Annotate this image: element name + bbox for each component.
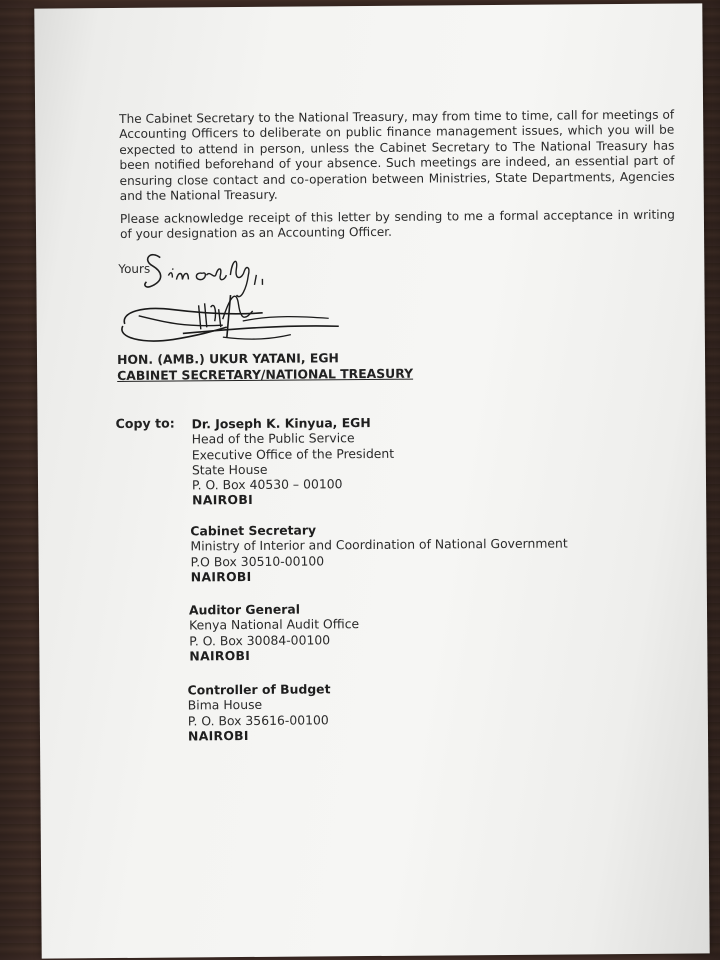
recipient-city: NAIROBI — [192, 492, 254, 508]
recipient-name: Cabinet Secretary — [190, 522, 317, 539]
recipient-city: NAIROBI — [189, 647, 251, 664]
signer-title: CABINET SECRETARY/NATIONAL TREASURY — [117, 365, 414, 383]
recipient-address-line: Ministry of Interior and Coordination of National Government — [190, 535, 568, 554]
copy-recipient — [190, 520, 568, 584]
recipient-address-line: Bima House — [187, 697, 263, 713]
copy-to-label: Copy to: — [115, 415, 175, 432]
letter-paragraph-acknowledge: Please acknowledge receipt of this letter by sending to me a formal acceptance in writing of your designation as an Accounting Officer. — [119, 207, 675, 242]
recipient-address-line: Head of the Public Service — [191, 430, 355, 447]
recipient-name: Dr. Joseph K. Kinyua, EGH — [191, 415, 371, 432]
closing-yours: Yours — [118, 261, 151, 276]
handwritten-signature — [102, 244, 363, 356]
signature-block — [117, 350, 413, 383]
letter-page — [34, 3, 709, 958]
copy-recipient — [189, 601, 360, 664]
recipient-city: NAIROBI — [187, 727, 249, 744]
recipient-address-line: P.O Box 30510-00100 — [190, 552, 325, 570]
recipient-address-line: State House — [191, 461, 268, 478]
recipient-address-line: Kenya National Audit Office — [189, 616, 360, 633]
signer-name: HON. (AMB.) UKUR YATANI, EGH — [116, 350, 339, 367]
recipient-address-line: Executive Office of the President — [191, 445, 395, 463]
copy-recipient — [188, 681, 331, 743]
copy-recipient — [191, 415, 394, 508]
recipient-address-line: P. O. Box 35616-00100 — [187, 711, 329, 729]
recipient-address-line: P. O. Box 30084-00100 — [189, 631, 331, 649]
recipient-name: Controller of Budget — [187, 681, 331, 698]
recipient-city: NAIROBI — [190, 568, 252, 585]
letter-paragraph-meetings: The Cabinet Secretary to the National Treasury, may from time to time, call for meetings of Accounting Officers to deliberate on public finance management issues, which you will be expected to attend in person, unless the Cabinet Secretary to The National Treasury has been notified beforehand of your absence. Such meetings are indeed, an essential part of ensuring close contact and co-operation between Ministries, State Departments, Agencies and the National Treasury. — [119, 107, 675, 204]
recipient-name: Auditor General — [188, 601, 300, 618]
recipient-address-line: P. O. Box 40530 – 00100 — [191, 476, 343, 493]
